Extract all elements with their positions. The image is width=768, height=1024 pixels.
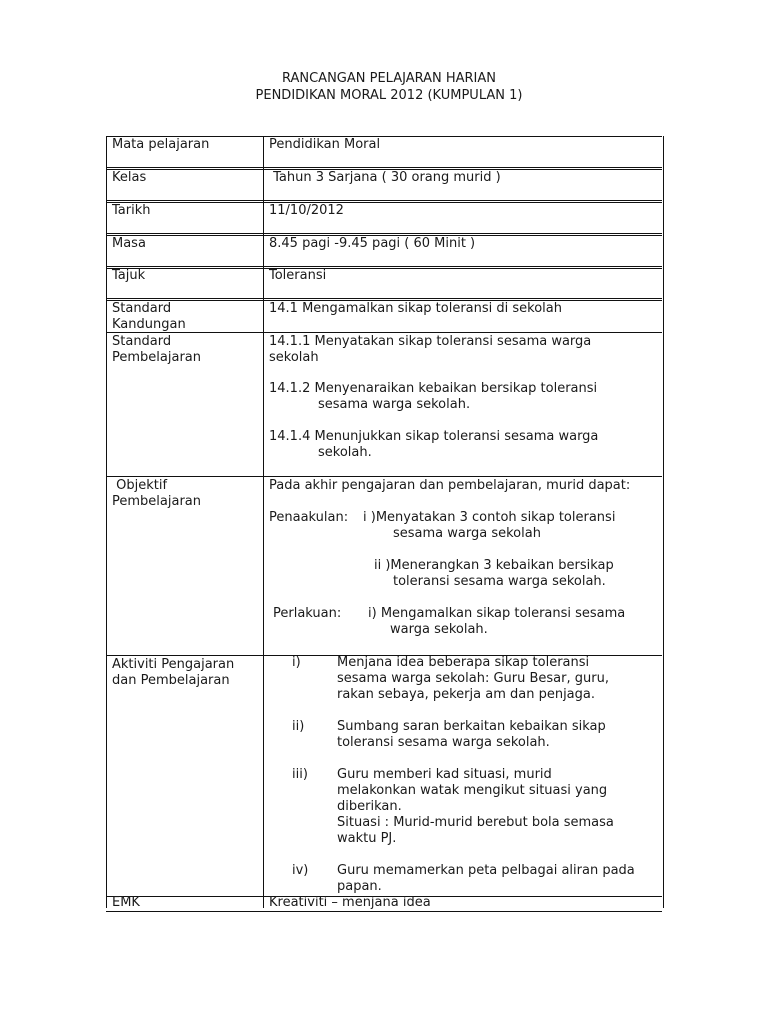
aktiviti-line: waktu PJ.	[337, 831, 397, 846]
label-aktiviti-1: Aktiviti Pengajaran	[112, 657, 235, 672]
label-standard-pembelajaran-1: Standard	[112, 334, 172, 349]
document-title: RANCANGAN PELAJARAN HARIAN	[281, 71, 497, 86]
label-tarikh: Tarikh	[112, 203, 151, 218]
label-kelas: Kelas	[112, 170, 147, 185]
label-standard-kandungan-2: Kandungan	[112, 317, 186, 332]
label-emk: EMK	[112, 895, 140, 910]
aktiviti-line: Guru memamerkan peta pelbagai aliran pada	[337, 863, 635, 878]
aktiviti-line: Guru memberi kad situasi, murid	[337, 767, 552, 782]
label-objektif-1: Objektif	[112, 478, 168, 493]
aktiviti-line: papan.	[337, 879, 382, 894]
label-standard-pembelajaran-2: Pembelajaran	[112, 350, 201, 365]
value-tarikh: 11/10/2012	[269, 203, 344, 218]
label-masa: Masa	[112, 236, 146, 251]
aktiviti-item-num: i)	[292, 655, 301, 670]
sp-item-3-line-2: sekolah.	[318, 445, 372, 460]
label-aktiviti-2: dan Pembelajaran	[112, 673, 230, 688]
penaakulan-2-line-2: toleransi sesama warga sekolah.	[393, 574, 606, 589]
aktiviti-line: sesama warga sekolah: Guru Besar, guru,	[337, 671, 609, 686]
value-emk: Kreativiti – menjana idea	[269, 895, 431, 910]
standard-pembelajaran-content	[269, 334, 659, 474]
aktiviti-line: rakan sebaya, pekerja am dan penjaga.	[337, 687, 596, 702]
aktiviti-line: Menjana idea beberapa sikap toleransi	[337, 655, 590, 670]
aktiviti-item-text	[337, 767, 657, 847]
label-tajuk: Tajuk	[112, 268, 146, 283]
aktiviti-line: melakonkan watak mengikut situasi yang	[337, 783, 608, 798]
aktiviti-line: toleransi sesama warga sekolah.	[337, 735, 550, 750]
sp-item-2-line-2: sesama warga sekolah.	[318, 397, 471, 412]
aktiviti-line: Sumbang saran berkaitan kebaikan sikap	[337, 719, 606, 734]
label-mata-pelajaran: Mata pelajaran	[112, 137, 210, 152]
aktiviti-item-text	[337, 719, 657, 751]
objektif-content	[269, 478, 659, 654]
value-kelas: Tahun 3 Sarjana ( 30 orang murid )	[269, 170, 501, 185]
aktiviti-line: diberikan.	[337, 799, 402, 814]
label-objektif-2: Pembelajaran	[112, 494, 201, 509]
perlakuan-1-line-1: i) Mengamalkan sikap toleransi sesama	[368, 606, 626, 621]
value-tajuk: Toleransi	[269, 268, 327, 283]
sp-item-2-line-1: 14.1.2 Menyenaraikan kebaikan bersikap toleransi	[269, 381, 598, 396]
sp-item-1-line-1: 14.1.1 Menyatakan sikap toleransi sesama warga	[269, 334, 592, 349]
aktiviti-line: Situasi : Murid-murid berebut bola semasa	[337, 815, 614, 830]
aktiviti-item-num: ii)	[292, 719, 305, 734]
aktiviti-item-num: iii)	[292, 767, 308, 782]
objektif-intro: Pada akhir pengajaran dan pembelajaran, murid dapat:	[269, 478, 631, 493]
penaakulan-2-line-1: ii )Menerangkan 3 kebaikan bersikap	[374, 558, 614, 573]
aktiviti-item-text	[337, 863, 657, 895]
sp-item-3-line-1: 14.1.4 Menunjukkan sikap toleransi sesama warga	[269, 429, 599, 444]
penaakulan-label: Penaakulan:	[269, 510, 349, 525]
value-mata-pelajaran: Pendidikan Moral	[269, 137, 381, 152]
label-standard-kandungan-1: Standard	[112, 301, 172, 316]
sp-item-1-line-2: sekolah	[269, 350, 319, 365]
penaakulan-1-line-1: i )Menyatakan 3 contoh sikap toleransi	[363, 510, 616, 525]
penaakulan-1-line-2: sesama warga sekolah	[393, 526, 541, 541]
aktiviti-item-text	[337, 655, 657, 703]
perlakuan-1-line-2: warga sekolah.	[390, 622, 488, 637]
value-masa: 8.45 pagi -9.45 pagi ( 60 Minit )	[269, 236, 476, 251]
perlakuan-label: Perlakuan:	[273, 606, 342, 621]
aktiviti-item-num: iv)	[292, 863, 309, 878]
value-standard-kandungan: 14.1 Mengamalkan sikap toleransi di sekolah	[269, 301, 562, 316]
document-subtitle: PENDIDIKAN MORAL 2012 (KUMPULAN 1)	[255, 88, 523, 103]
